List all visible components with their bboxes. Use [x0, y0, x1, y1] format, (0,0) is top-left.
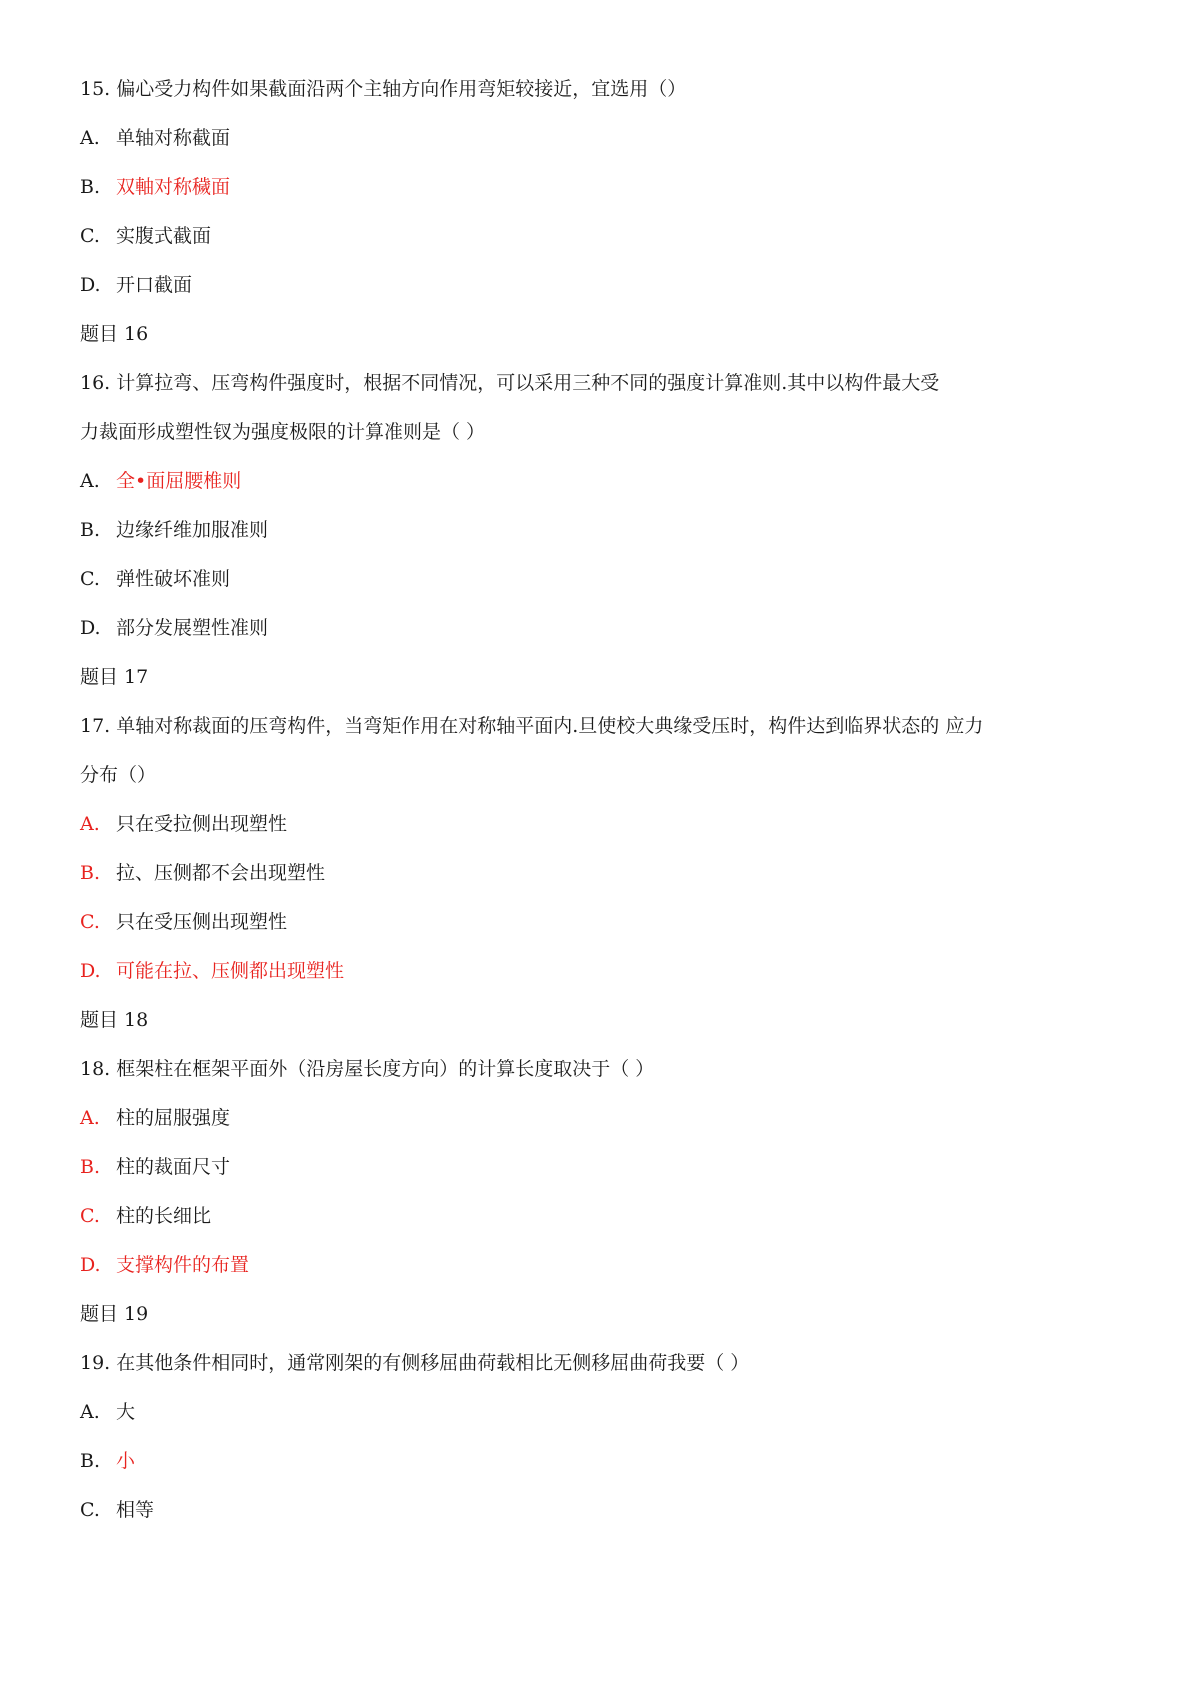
q15-option-d: D. 开口截面: [80, 274, 193, 296]
highlighted-answer: 支撑构件的布置: [116, 1254, 250, 1276]
question-16-stem-line-2: 力裁面形成塑性钗为强度极限的计算准则是（ ）: [80, 421, 486, 443]
question-17-stem-line-1: 17. 单轴对称裁面的压弯构件，当弯矩作用在对称轴平面内.旦使校大典缘受压时，构件达到临界状态的 应力: [80, 715, 984, 737]
q17-option-d: D. 可能在拉、压侧都出现塑性: [80, 960, 345, 982]
highlighted-answer: 双軸对称穢面: [116, 176, 231, 198]
q16-option-c: C. 弹性破坏准则: [80, 568, 231, 590]
question-17-heading: 题目 17: [80, 666, 149, 688]
question-16-heading: 题目 16: [80, 323, 149, 345]
q17-option-c: C. 只在受压侧出现塑性: [80, 911, 288, 933]
q16-option-d: D. 部分发展塑性准则: [80, 617, 269, 639]
q19-option-c: C. 相等: [80, 1499, 155, 1521]
highlighted-answer: 全•面屈腰椎则: [116, 470, 242, 492]
q15-option-c: C. 实腹式截面: [80, 225, 212, 247]
q18-option-c: C. 柱的长细比: [80, 1205, 212, 1227]
question-19-stem: 19. 在其他条件相同时，通常刚架的有侧移屈曲荷载相比无侧移屈曲荷我要（ ）: [80, 1352, 750, 1374]
highlighted-answer: 小: [116, 1450, 136, 1472]
q19-option-a: A. 大: [80, 1401, 136, 1423]
question-15-stem: 15. 偏心受力构件如果截面沿两个主轴方向作用弯矩较接近，宜选用（）: [80, 78, 687, 100]
q19-option-b: B. 小: [80, 1450, 136, 1472]
question-19-heading: 题目 19: [80, 1303, 149, 1325]
q18-option-a: A. 柱的屈服强度: [80, 1107, 231, 1129]
q17-option-a: A. 只在受拉侧出现塑性: [80, 813, 288, 835]
q15-option-a: A. 单轴对称截面: [80, 127, 231, 149]
q15-option-b: B. 双軸对称穢面: [80, 176, 231, 198]
q16-option-a: A. 全•面屈腰椎则: [80, 470, 242, 492]
question-17-stem-line-2: 分布（）: [80, 764, 157, 786]
highlighted-answer: 可能在拉、压侧都出现塑性: [116, 960, 345, 982]
question-18-stem: 18. 框架柱在框架平面外（沿房屋长度方向）的计算长度取决于（ ）: [80, 1058, 655, 1080]
question-18-heading: 题目 18: [80, 1009, 149, 1031]
q18-option-d: D. 支撑构件的布置: [80, 1254, 250, 1276]
q16-option-b: B. 边缘纤维加服准则: [80, 519, 269, 541]
q17-option-b: B. 拉、压侧都不会出现塑性: [80, 862, 326, 884]
question-16-stem-line-1: 16. 计算拉弯、压弯构件强度时，根据不同情况，可以采用三种不同的强度计算准则.其中以构件最大受: [80, 372, 940, 394]
q18-option-b: B. 柱的裁面尺寸: [80, 1156, 231, 1178]
